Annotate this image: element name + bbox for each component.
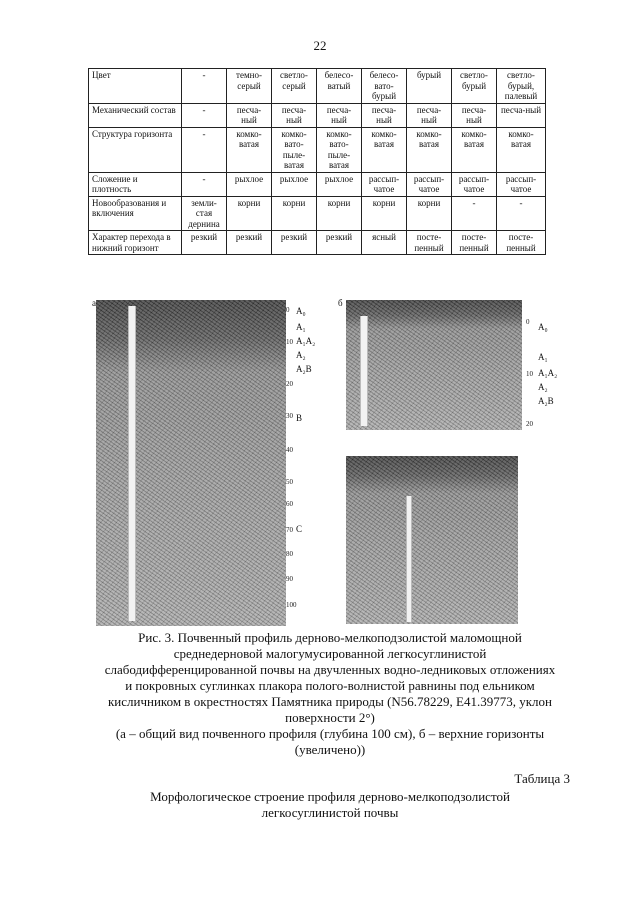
soil-profile-photo-b-lower [346,456,518,624]
photo-b-label: б [338,298,343,308]
table-cell: посте-пенный [407,231,452,255]
photo-a-scale-tick: 10 [286,338,293,346]
photo-a-scale-tick: 60 [286,500,293,508]
photo-a-scale-tick: 100 [286,601,297,609]
table-cell: комко-ватая [227,127,272,172]
photo-a-label: а [92,298,96,308]
table-cell: песча-ный [317,103,362,127]
caption-text: Рис. 3. Почвенный профиль дерново-мелкоподзолистой маломощной среднедерновой малогумусированной легкосуглинистой слабодифференцированной почвы на двучленных водно-ледниковых отложениях и покровных суглинках плакора полого-волнистой равнины под ельником кисличником в окрестностях Памятника природы (N56.78229, E41.39773, уклон поверхности 2°) [104,630,556,725]
table-cell: светло-бурый [452,69,497,104]
table-cell: резкий [272,231,317,255]
row-label: Сложение и плотность [89,172,182,196]
table-row [89,196,546,231]
table-number: Таблица 3 [514,771,570,786]
photo-a-scale-tick: 70 [286,526,293,534]
table-cell: посте-пенный [497,231,546,255]
caption-note: (а – общий вид почвенного профиля (глубина 100 см), б – верхние горизонты (увеличено)) [115,726,545,757]
photo-a-scale-tick: 0 [286,306,290,314]
photo-b-scale-tick: 0 [526,318,530,326]
table-cell: песча-ный [452,103,497,127]
table-cell: белесо-вато-бурый [362,69,407,104]
table-cell: корни [407,196,452,231]
table-cell: - [182,69,227,104]
table-cell: земли-стая дернина [182,196,227,231]
table-cell: рыхлое [272,172,317,196]
table-cell: резкий [317,231,362,255]
photo-b-scale-tick: 20 [526,420,533,428]
table-cell: - [497,196,546,231]
table-row [89,127,546,172]
table-cell: светло-бурый, палевый [497,69,546,104]
table-cell: посте-пенный [452,231,497,255]
photo-a-scale-tick: 80 [286,550,293,558]
measuring-tape [128,306,136,621]
table-row [89,103,546,127]
table-cell: резкий [182,231,227,255]
soil-profile-photo-b [346,300,522,430]
photo-b-scale-tick: 10 [526,370,533,378]
table-cell: рыхлое [227,172,272,196]
table-cell: песча-ный [362,103,407,127]
row-label: Характер перехода в нижний горизонт [89,231,182,255]
table-cell: светло-серый [272,69,317,104]
row-label: Структура горизонта [89,127,182,172]
photo-a-scale-tick: 30 [286,412,293,420]
table-cell: корни [272,196,317,231]
table-cell: - [182,103,227,127]
table-cell: корни [317,196,362,231]
table-title: Морфологическое строение профиля дерново-мелкоподзолистой легкосуглинистой почвы [150,789,510,820]
photo-a-horizon: C [296,524,303,534]
table-cell: песча-ный [227,103,272,127]
measuring-tape [406,496,412,622]
table-cell: комко-ватая [407,127,452,172]
table-cell: рассып-чатое [407,172,452,196]
table-cell: ясный [362,231,407,255]
table-cell: песча-ный [272,103,317,127]
table-cell: рассып-чатое [362,172,407,196]
table-cell: комко-ватая [452,127,497,172]
table-cell: темно-серый [227,69,272,104]
figure-caption [100,630,560,758]
row-label: Механический состав [89,103,182,127]
row-label: Цвет [89,69,182,104]
table-cell: песча-ный [407,103,452,127]
table-row [89,172,546,196]
photo-a-scale-tick: 20 [286,380,293,388]
morphology-table [88,68,546,255]
photo-b-horizon: A₁ [538,352,548,362]
table-cell: - [182,127,227,172]
table-cell: рыхлое [317,172,362,196]
photo-a-horizon: A₂B [296,364,312,374]
table-cell: корни [227,196,272,231]
table-cell: корни [362,196,407,231]
table-cell: резкий [227,231,272,255]
table-cell: рассып-чатое [452,172,497,196]
table-cell: - [452,196,497,231]
photo-a-scale-tick: 90 [286,575,293,583]
photo-b-horizon: A₁A₂ [538,368,558,378]
page-number: 22 [313,38,327,53]
table-row [89,69,546,104]
table-cell: рассып-чатое [497,172,546,196]
photo-a-horizon: B [296,413,303,423]
photo-b-horizon: A₀ [538,322,548,332]
photo-a-horizon: A₂ [296,350,306,360]
table-cell: комко-вато-пыле-ватая [272,127,317,172]
photo-b-horizon: A₂ [538,382,548,392]
table-cell: комко-вато-пыле-ватая [317,127,362,172]
row-label: Новообразования и включения [89,196,182,231]
measuring-tape [360,316,368,426]
photo-a-horizon: A₀ [296,306,306,316]
table-cell: белесо-ватый [317,69,362,104]
table-cell: песча-ный [497,103,546,127]
photo-a-horizon: A₁A₂ [296,336,316,346]
soil-profile-photo-a [96,300,286,626]
photo-a-horizon: A₁ [296,322,306,332]
photo-b-horizon: A₂B [538,396,554,406]
photo-a-scale-tick: 50 [286,478,293,486]
table-cell: - [182,172,227,196]
photo-a-scale-tick: 40 [286,446,293,454]
table-row [89,231,546,255]
table-cell: комко-ватая [497,127,546,172]
table-cell: бурый [407,69,452,104]
table-cell: комко-ватая [362,127,407,172]
